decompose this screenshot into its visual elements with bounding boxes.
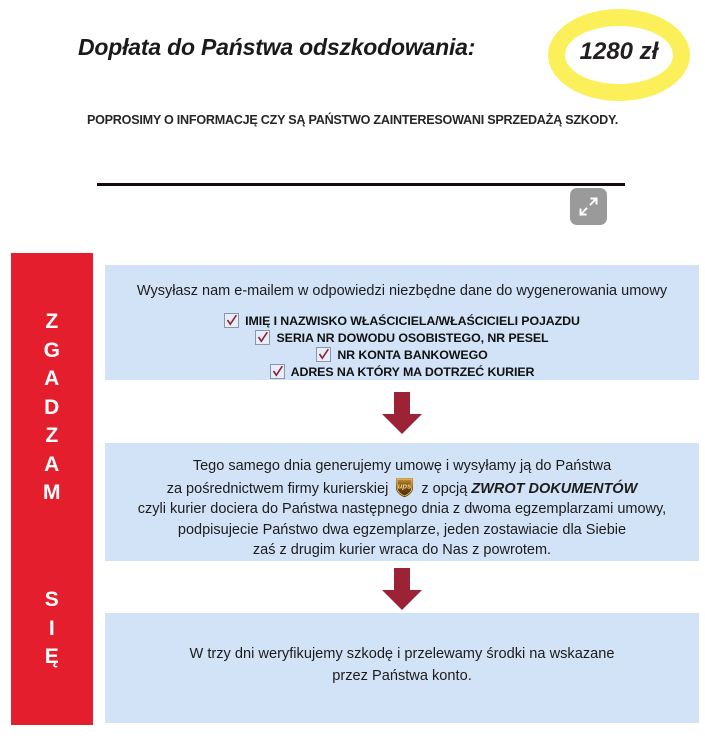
agree-letter: M [43,481,61,504]
agree-letter: Z [45,310,59,333]
horizontal-divider [97,183,625,186]
step-2-line-5: zaś z drugim kurier wraca do Nas z powrotem. [252,542,552,558]
agree-word-zgadzam [11,308,93,508]
process-flow-area [0,250,705,742]
svg-text:ups: ups [398,481,412,491]
checklist-item[interactable] [105,346,699,363]
agree-letter: G [43,338,61,362]
checklist-item-label: NR KONTA BANKOWEGO [337,347,488,362]
agree-letter: D [44,395,60,419]
agree-letter: Z [45,424,59,447]
agree-vertical-bar [11,253,93,725]
step-2-line-2b: z opcją [421,480,468,497]
checklist-item[interactable] [105,363,699,380]
expand-fullscreen-button-top[interactable] [570,188,607,225]
checklist-item[interactable] [105,329,699,346]
step-2-line-1: Tego samego dnia generujemy umowę i wysyłamy ją do Państwa [192,458,612,474]
checkmark-icon[interactable] [224,313,239,328]
step-3-text [105,643,699,687]
step-2-line-4: podpisujecie Państwo dwa egzemplarze, jeden zostawiacie dla Siebie [177,521,627,538]
page-title: Dopłata do Państwa odszkodowania: [78,34,476,60]
agree-letter: I [48,616,56,640]
expand-icon [579,197,598,216]
step-3-line-2: przez Państwa konto. [332,668,472,684]
checklist-item-label: SERIA NR DOWODU OSOBISTEGO, NR PESEL [276,330,549,345]
header-area [0,0,705,150]
flow-step-3-box [105,613,699,723]
page-subtitle: POPROSIMY O INFORMACJĘ CZY SĄ PAŃSTWO ZAINTERESOWANI SPRZEDAŻĄ SZKODY. [86,113,619,127]
flow-arrow-down-icon [380,568,424,610]
checklist-item-label: IMIĘ I NAZWISKO WŁAŚCICIELA/WŁAŚCICIELI POJAZDU [245,313,580,328]
step-2-line-2a: za pośrednictwem firmy kurierskiej [166,480,389,497]
flow-step-2-box [105,443,699,561]
agree-letter: Ę [44,645,60,668]
checkmark-icon[interactable] [316,347,331,362]
checkmark-icon[interactable] [255,330,270,345]
checklist-item-label: ADRES NA KTÓRY MA DOTRZEĆ KURIER [290,364,535,379]
required-data-checklist [105,312,699,380]
agree-letter: A [44,367,60,390]
step-3-line-1: W trzy dni weryfikujemy szkodę i przelewamy środki na wskazane [189,646,615,662]
step-2-text [105,456,699,561]
step-2-line-3: czyli kurier dociera do Państwa następnego dnia z dwoma egzemplarzami umowy, [137,501,667,517]
flow-step-1-box [105,265,699,380]
agree-letter: S [44,588,60,611]
agree-word-sie [11,586,93,672]
step-1-intro-text: Wysyłasz nam e-mailem w odpowiedzi niezbędne dane do wygenerowania umowy [136,283,668,299]
flow-arrow-down-icon [380,392,424,434]
ups-logo-icon [394,477,415,498]
step-2-emphasis: ZWROT DOKUMENTÓW [471,480,638,497]
checkmark-icon[interactable] [270,364,285,379]
agree-letter: A [44,452,60,476]
checklist-item[interactable] [105,312,699,329]
amount-value: 1280 zł [579,38,659,65]
